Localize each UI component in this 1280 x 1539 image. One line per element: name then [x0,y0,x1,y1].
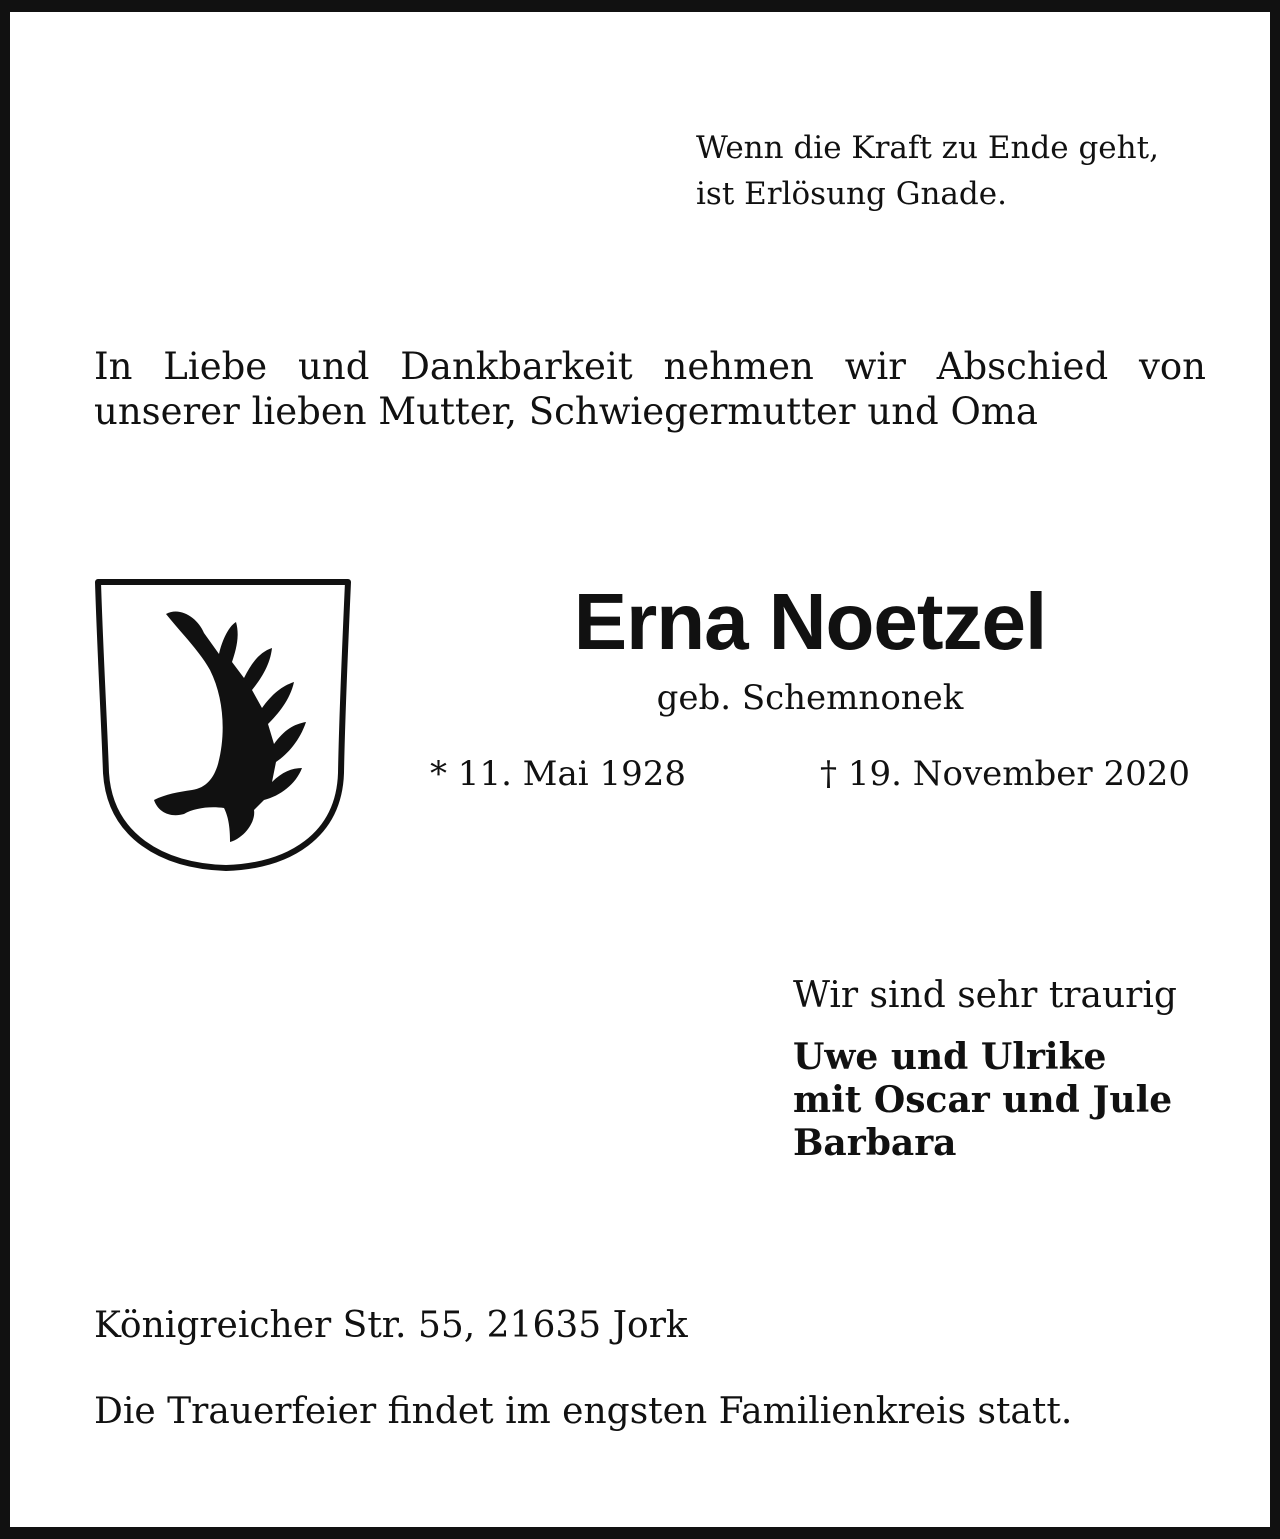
mourner-names [793,1036,1233,1165]
birth-name: geb. Schemnonek [656,678,964,718]
mourner-name: Uwe und Ulrike [793,1036,1107,1078]
motto-line-2: ist Erlösung Gnade. [696,176,1007,212]
deceased-name: Erna Noetzel [573,577,1047,666]
birth-date: * 11. Mai 1928 [430,754,686,794]
death-date: † 19. November 2020 [820,754,1190,794]
motto [696,125,1236,217]
mourners [793,972,1233,1165]
motto-line-1: Wenn die Kraft zu Ende geht, [696,130,1159,166]
address: Königreicher Str. 55, 21635 Jork [94,1305,688,1346]
intro-text: In Liebe und Dankbarkeit nehmen wir Abschied von unserer lieben Mutter, Schwiegermutter und Oma [94,345,1206,433]
mourner-name: mit Oscar und Jule [793,1079,1173,1121]
mourner-name: Barbara [793,1122,957,1164]
ceremony-note: Die Trauerfeier findet im engsten Familienkreis statt. [94,1391,1073,1432]
antler-coat-of-arms-icon [94,578,352,874]
mourners-statement: Wir sind sehr traurig [793,975,1177,1016]
